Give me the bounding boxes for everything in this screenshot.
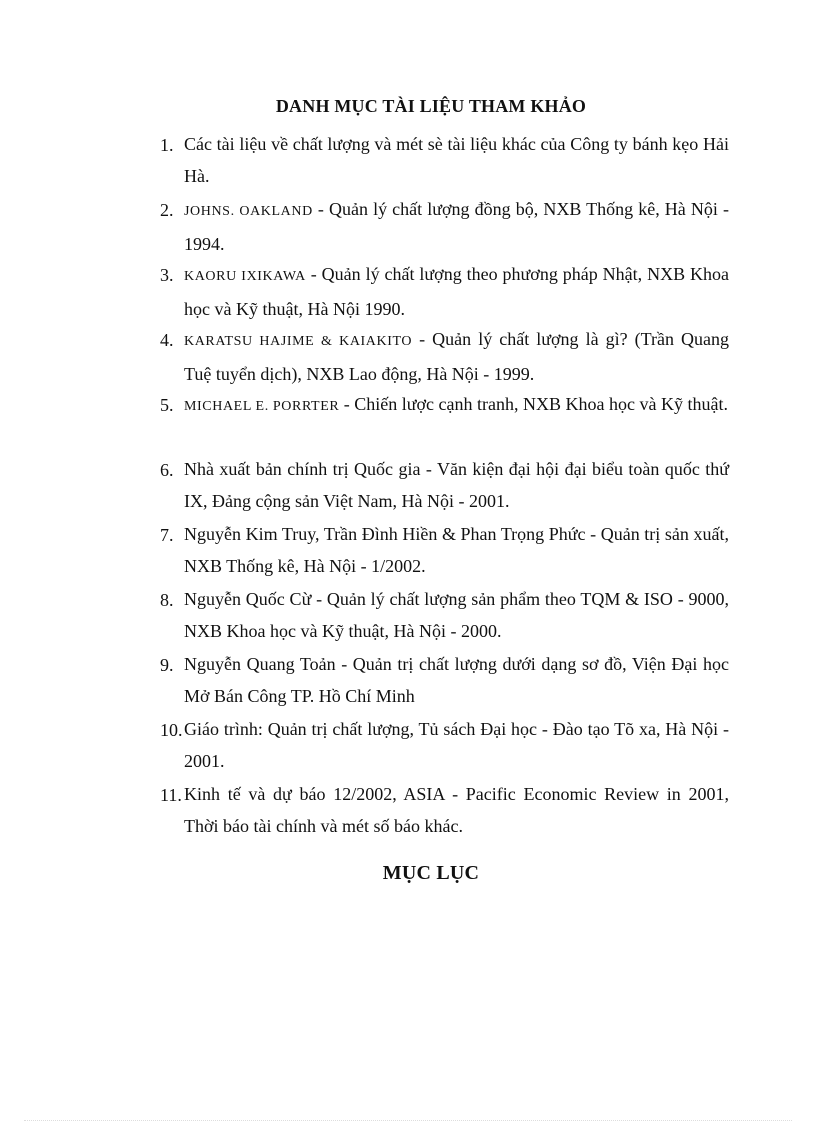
reference-body: Các tài liệu về chất lượng và mét sè tài liệu khác của Công ty bánh kẹo Hải Hà. xyxy=(184,134,729,186)
reference-text xyxy=(184,323,729,390)
reference-item-2 xyxy=(160,193,730,258)
reference-number: 2. xyxy=(160,200,174,220)
reference-text xyxy=(184,453,729,517)
reference-body: Nguyễn Quang Toản - Quản trị chất lượng dưới dạng sơ đồ, Viện Đại học Mở Bán Công TP. Hồ Chí Minh xyxy=(184,654,729,706)
reference-number: 6. xyxy=(160,460,174,480)
reference-body: - Quản lý chất lượng đồng bộ, NXB Thống kê, Hà Nội - 1994. xyxy=(184,199,729,254)
reference-number: 10. xyxy=(160,720,183,740)
reference-text xyxy=(184,193,729,260)
table-of-contents-heading: MỤC LỤC xyxy=(382,862,480,884)
references-heading: DANH MỤC TÀI LIỆU THAM KHẢO xyxy=(275,96,587,116)
reference-item-5 xyxy=(160,388,730,453)
reference-body: Nguyễn Kim Truy, Trần Đình Hiền & Phan Trọng Phức - Quản trị sản xuất, NXB Thống kê, Hà Nội - 1/2002. xyxy=(184,524,729,576)
reference-list xyxy=(160,128,730,843)
reference-item-3 xyxy=(160,258,730,323)
reference-author: JOHNS. OAKLAND xyxy=(184,204,313,219)
reference-author: MICHAEL E. PORRTER xyxy=(184,399,340,414)
reference-number: 5. xyxy=(160,395,174,415)
reference-item-9 xyxy=(160,648,730,713)
reference-body: - Quản lý chất lượng là gì? (Trần Quang Tuệ tuyển dịch), NXB Lao động, Hà Nội - 1999. xyxy=(184,329,730,384)
reference-number: 7. xyxy=(160,525,174,545)
reference-author: KAORU IXIKAWA xyxy=(184,269,306,284)
page-bottom-divider xyxy=(24,1120,792,1121)
reference-text xyxy=(184,713,729,777)
reference-number: 1. xyxy=(160,135,174,155)
reference-body: Giáo trình: Quản trị chất lượng, Tủ sách Đại học - Đào tạo Tõ xa, Hà Nội - 2001. xyxy=(184,719,729,771)
reference-item-6 xyxy=(160,453,730,518)
reference-body: Nguyễn Quốc Cừ - Quản lý chất lượng sản phẩm theo TQM & ISO - 9000, NXB Khoa học và Kỹ thuật, Hà Nội - 2000. xyxy=(184,589,729,641)
reference-item-11 xyxy=(160,778,730,843)
reference-text xyxy=(184,518,729,582)
reference-text xyxy=(184,778,729,842)
reference-number: 3. xyxy=(160,265,174,285)
reference-number: 9. xyxy=(160,655,174,675)
reference-number: 8. xyxy=(160,590,174,610)
reference-author: KARATSU HAJIME & KAIAKITO xyxy=(184,334,413,349)
reference-item-7 xyxy=(160,518,730,583)
reference-text xyxy=(184,388,729,423)
reference-text xyxy=(184,583,729,647)
reference-text xyxy=(184,648,729,712)
reference-text xyxy=(184,258,729,325)
reference-item-10 xyxy=(160,713,730,778)
reference-number: 11. xyxy=(160,785,182,805)
reference-body: - Chiến lược cạnh tranh, NXB Khoa học và Kỹ thuật. xyxy=(339,394,728,414)
reference-body: Kinh tế và dự báo 12/2002, ASIA - Pacific Economic Review in 2001, Thời báo tài chính và mét số báo khác. xyxy=(184,784,729,836)
reference-body: Nhà xuất bản chính trị Quốc gia - Văn kiện đại hội đại biểu toàn quốc thứ IX, Đảng cộng sản Việt Nam, Hà Nội - 2001. xyxy=(184,459,729,511)
reference-body: - Quản lý chất lượng theo phương pháp Nhật, NXB Khoa học và Kỹ thuật, Hà Nội 1990. xyxy=(184,264,729,319)
reference-item-8 xyxy=(160,583,730,648)
reference-number: 4. xyxy=(160,330,174,350)
reference-item-1 xyxy=(160,128,730,193)
reference-item-4 xyxy=(160,323,730,388)
reference-text xyxy=(184,128,729,192)
